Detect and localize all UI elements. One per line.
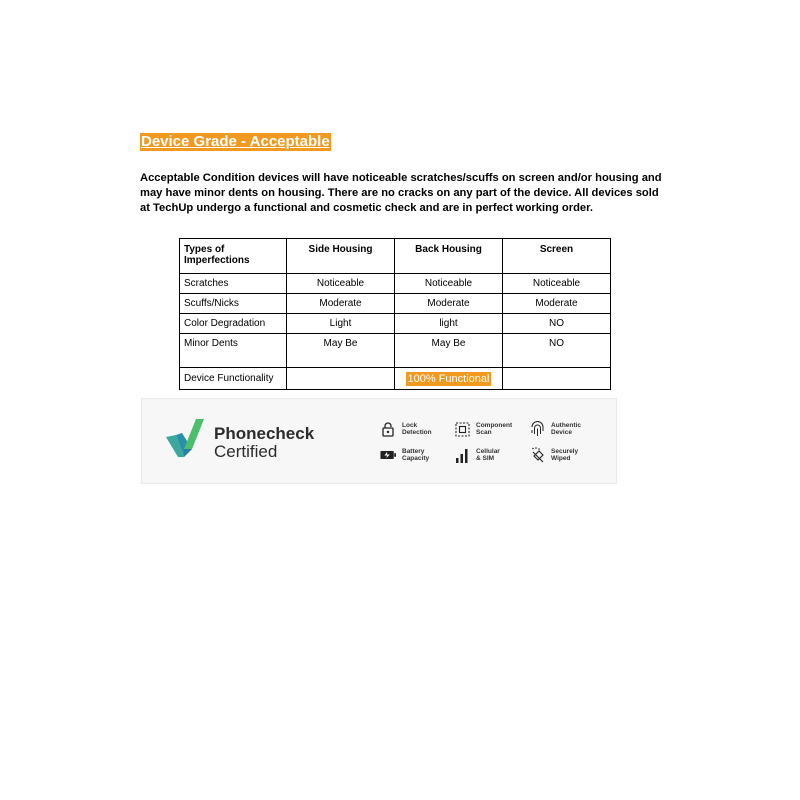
brand-name xyxy=(214,425,314,461)
table-row xyxy=(180,314,611,334)
feature-securely-wiped xyxy=(529,447,595,463)
table-cell: NO xyxy=(503,334,611,368)
table-cell: Light xyxy=(287,314,395,334)
feature-label: Detection xyxy=(402,429,432,436)
table-cell: Moderate xyxy=(395,294,503,314)
feature-label: Securely xyxy=(551,448,579,455)
header-side-housing: Side Housing xyxy=(287,239,395,274)
fingerprint-icon xyxy=(529,421,545,437)
feature-label: Wiped xyxy=(551,455,571,462)
table-cell: Color Degradation xyxy=(180,314,287,334)
brand-line2: Certified xyxy=(214,442,278,461)
lock-icon xyxy=(380,421,396,437)
table-row xyxy=(180,274,611,294)
wipe-icon xyxy=(529,447,545,463)
table-cell: May Be xyxy=(395,334,503,368)
checkmark-logo-icon xyxy=(166,419,208,459)
table-cell: Scratches xyxy=(180,274,287,294)
component-scan-icon xyxy=(454,421,470,437)
feature-lock-detection xyxy=(380,421,446,437)
table-cell: NO xyxy=(503,314,611,334)
feature-label: Authentic xyxy=(551,422,581,429)
functional-badge: 100% Functional xyxy=(407,372,490,385)
feature-label: Scan xyxy=(476,429,492,436)
header-back-housing: Back Housing xyxy=(395,239,503,274)
table-row xyxy=(180,368,611,390)
header-screen: Screen xyxy=(503,239,611,274)
phonecheck-banner xyxy=(141,398,617,484)
brand-line1: Phonecheck xyxy=(214,424,315,443)
table-row xyxy=(180,334,611,368)
feature-label: Capacity xyxy=(402,455,430,462)
imperfections-table xyxy=(179,238,611,390)
table-cell: Moderate xyxy=(503,294,611,314)
header-types: Types of Imperfections xyxy=(180,239,287,274)
table-row xyxy=(180,294,611,314)
feature-authentic-device xyxy=(529,421,595,437)
grade-description: Acceptable Condition devices will have noticeable scratches/scuffs on screen and/or housing and may have minor dents on housing. There are no cracks on any part of the device. All devices sold at TechUp undergo a functional and cosmetic check and are in perfect working order. xyxy=(140,172,662,214)
table-cell: May Be xyxy=(287,334,395,368)
table-cell: Noticeable xyxy=(287,274,395,294)
table-cell: Noticeable xyxy=(395,274,503,294)
table-cell: Moderate xyxy=(287,294,395,314)
signal-bars-icon xyxy=(454,447,470,463)
battery-icon xyxy=(380,447,396,463)
page-title: Device Grade - Acceptable xyxy=(141,133,330,150)
table-cell xyxy=(287,368,395,390)
feature-cellular-sim xyxy=(454,447,520,463)
table-header-row xyxy=(180,239,611,274)
table-cell: light xyxy=(395,314,503,334)
feature-label: Cellular xyxy=(476,448,500,455)
table-cell: Minor Dents xyxy=(180,334,287,368)
feature-component-scan xyxy=(454,421,520,437)
feature-label: & SIM xyxy=(476,455,495,462)
table-cell xyxy=(395,368,503,390)
feature-label: Component xyxy=(476,422,513,429)
feature-label: Battery xyxy=(402,448,425,455)
table-cell: Scuffs/Nicks xyxy=(180,294,287,314)
table-cell: Device Functionality xyxy=(180,368,287,390)
feature-label: Lock xyxy=(402,422,418,429)
table-cell: Noticeable xyxy=(503,274,611,294)
table-cell xyxy=(503,368,611,390)
feature-battery-capacity xyxy=(380,447,446,463)
feature-label: Device xyxy=(551,429,572,436)
